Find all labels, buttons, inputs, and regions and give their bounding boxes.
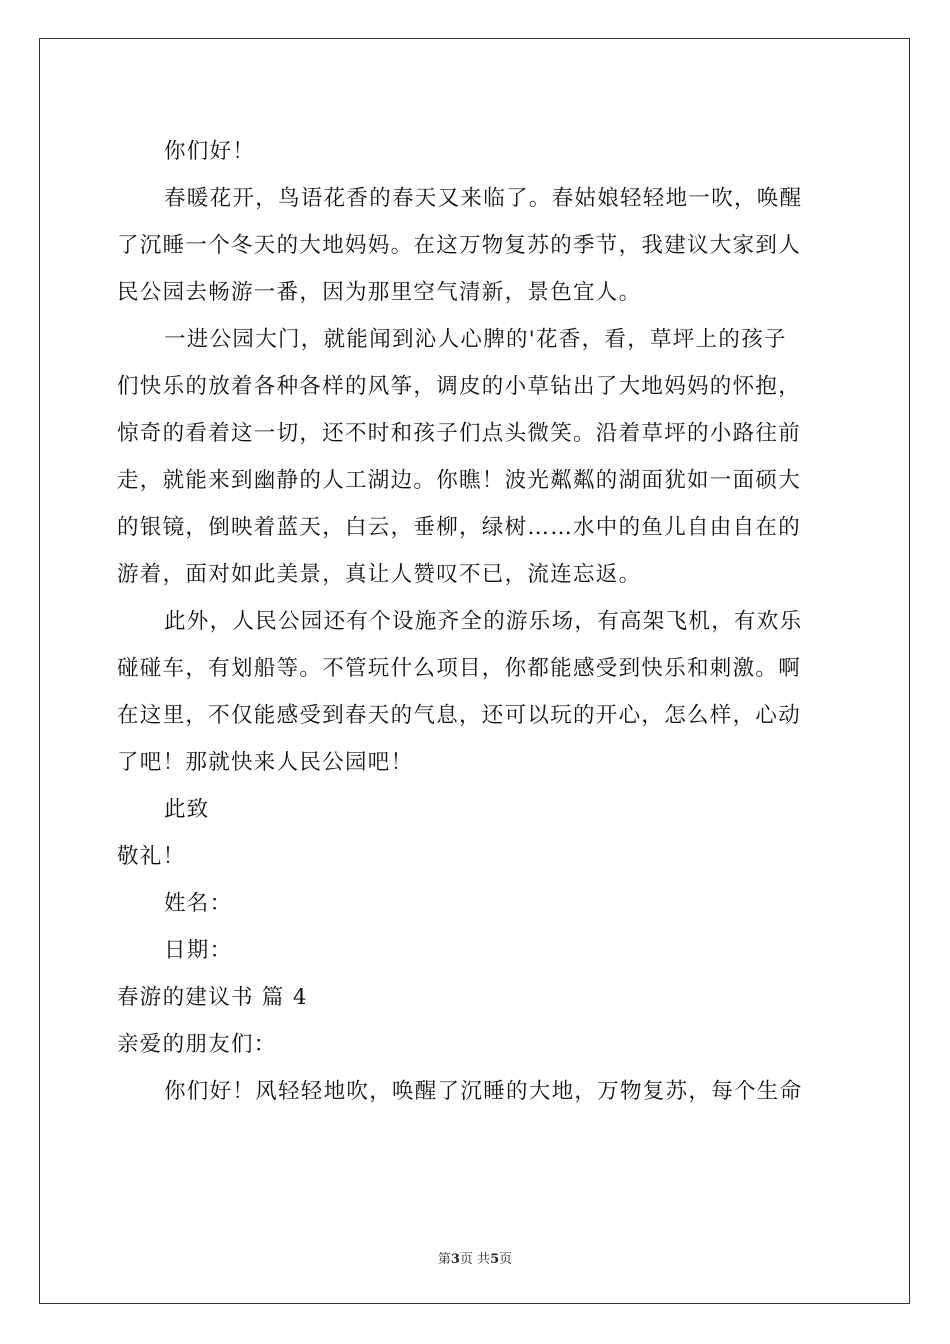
document-body: [117, 128, 837, 1115]
paragraph-2-line-4: 走，就能来到幽静的人工湖边。你瞧！波光粼粼的湖面犹如一面硕大: [117, 468, 802, 493]
section-title: 春游的建议书 篇 4: [117, 985, 308, 1010]
paragraph-1-line-3: 民公园去畅游一番，因为那里空气清新，景色宜人。: [117, 280, 642, 305]
paragraph-1-line-2: 了沉睡一个冬天的大地妈妈。在这万物复苏的季节，我建议大家到人: [117, 233, 802, 258]
closing-cizhi: 此致: [164, 797, 210, 822]
paragraph-2-line-5: 的银镜，倒映着蓝天，白云，垂柳，绿树……水中的鱼儿自由自在的: [117, 515, 802, 540]
paragraph-2-line-3: 惊奇的看着这一切，还不时和孩子们点头微笑。沿着草坪的小路往前: [117, 421, 802, 446]
paragraph-2-line-1: 一进公园大门，就能闻到沁人心脾的'花香，看，草坪上的孩子: [164, 327, 787, 352]
footer-total-pages: 5: [490, 1252, 500, 1267]
salutation: 亲爱的朋友们：: [117, 1032, 277, 1057]
paragraph-3-line-1: 此外，人民公园还有个设施齐全的游乐场，有高架飞机，有欢乐: [164, 609, 803, 634]
page-footer: [0, 1248, 950, 1267]
paragraph-2-line-6: 游着，面对如此美景，真让人赞叹不已，流连忘返。: [117, 562, 642, 587]
footer-page-number: 3: [450, 1252, 460, 1267]
date-field-label: 日期：: [164, 938, 233, 963]
paragraph-4-line-1: 你们好！风轻轻地吹，唤醒了沉睡的大地，万物复苏，每个生命: [164, 1079, 803, 1104]
paragraph-3-line-2: 碰碰车，有划船等。不管玩什么项目，你都能感受到快乐和刺激。啊: [117, 656, 802, 681]
closing-jingli: 敬礼！: [117, 844, 186, 869]
paragraph-1-line-1: 春暖花开，鸟语花香的春天又来临了。春姑娘轻轻地一吹，唤醒: [164, 186, 803, 211]
paragraph-3-line-4: 了吧！那就快来人民公园吧！: [117, 750, 414, 775]
paragraph-3-line-3: 在这里，不仅能感受到春天的气息，还可以玩的开心，怎么样，心动: [117, 703, 802, 728]
footer-mid: 页 共: [459, 1252, 491, 1267]
footer-prefix: 第: [437, 1252, 451, 1267]
paragraph-2-line-2: 们快乐的放着各种各样的风筝，调皮的小草钻出了大地妈妈的怀抱，: [117, 374, 802, 399]
footer-suffix: 页: [499, 1252, 513, 1267]
greeting: 你们好！: [164, 139, 256, 164]
name-field-label: 姓名：: [164, 891, 233, 916]
